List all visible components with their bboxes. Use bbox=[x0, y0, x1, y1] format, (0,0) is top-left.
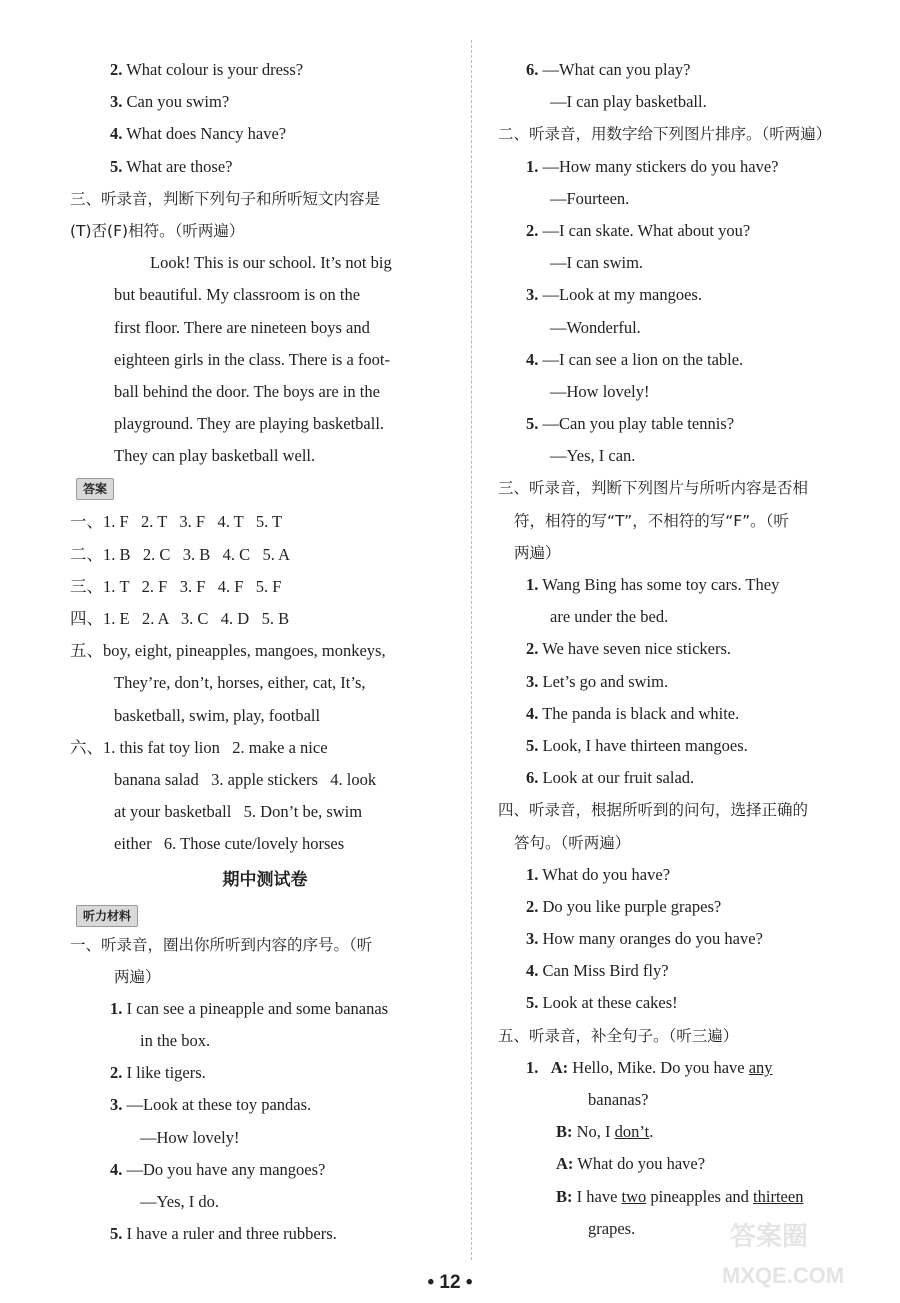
item-text: Let’s go and swim. bbox=[542, 671, 669, 691]
item-number: 4. bbox=[526, 961, 539, 981]
answer-line: 二、1. B 2. C 3. B 4. C 5. A bbox=[70, 544, 291, 564]
dialogue-text: I have bbox=[576, 1186, 622, 1206]
section-heading: 五、听录音，补全句子。（听三遍） bbox=[498, 1026, 739, 1045]
answer-line: 一、1. F 2. T 3. F 4. T 5. T bbox=[70, 512, 283, 532]
list-item bbox=[510, 987, 862, 1019]
filled-blank: two bbox=[621, 1186, 647, 1206]
list-item bbox=[510, 955, 862, 987]
item-text: Can Miss Bird fly? bbox=[542, 961, 669, 981]
answer-line: at your basketball 5. Don’t be, swim bbox=[114, 802, 363, 822]
section-heading: 一、听录音，圈出你所听到内容的序号。（听 bbox=[70, 935, 373, 954]
watermark-line2: MXQE.COM bbox=[722, 1263, 845, 1288]
item-text: —I can swim. bbox=[550, 253, 644, 273]
list-item bbox=[70, 1122, 460, 1154]
item-text: —Look at my mangoes. bbox=[542, 285, 702, 305]
answer-line: basketball, swim, play, football bbox=[114, 705, 321, 725]
item-text: I have a ruler and three rubbers. bbox=[126, 1224, 337, 1244]
section-heading-cont: (T)否(F)相符。（听两遍） bbox=[70, 221, 245, 240]
item-text: I can see a pineapple and some bananas bbox=[126, 998, 389, 1018]
list-item bbox=[70, 1186, 460, 1218]
list-item bbox=[510, 247, 862, 279]
item-number: 1. bbox=[526, 575, 539, 594]
column-divider bbox=[471, 40, 472, 1260]
passage-line: first floor. There are nineteen boys and bbox=[114, 317, 370, 337]
speaker-label: B: bbox=[556, 1186, 573, 1206]
item-number: 6. bbox=[526, 768, 539, 788]
item-number: 2. bbox=[110, 1063, 123, 1083]
page-number: • 12 • bbox=[427, 1272, 473, 1293]
item-text: —Yes, I can. bbox=[550, 446, 636, 466]
listening-material-tag: 听力材料 bbox=[76, 905, 138, 927]
item-text: —Look at these toy pandas. bbox=[126, 1095, 312, 1115]
item-number: 3. bbox=[526, 929, 539, 949]
passage-line: playground. They are playing basketball. bbox=[114, 414, 385, 434]
item-number: 5. bbox=[526, 735, 539, 755]
passage-line: ball behind the door. The boys are in the bbox=[114, 381, 380, 401]
item-text: What do you have? bbox=[542, 864, 671, 884]
filled-blank: any bbox=[748, 1057, 773, 1077]
item-number: 5. bbox=[526, 993, 539, 1013]
dialogue-text: No, I bbox=[576, 1122, 615, 1142]
item-number: 2. bbox=[526, 220, 539, 240]
item-text: —How lovely! bbox=[140, 1127, 240, 1147]
item-number: 3. bbox=[110, 1095, 123, 1115]
section-heading: 三、听录音，判断下列图片与所听内容是否相 bbox=[498, 479, 809, 498]
item-number: 2. bbox=[526, 896, 539, 916]
item-number: 5. bbox=[110, 1224, 123, 1244]
item-text: I like tigers. bbox=[126, 1063, 206, 1083]
item-number: 3. bbox=[526, 285, 539, 305]
site-watermark bbox=[718, 1205, 888, 1295]
item-number: 1. bbox=[526, 1057, 539, 1077]
item-text: —I can skate. What about you? bbox=[542, 220, 751, 240]
item-number: 3. bbox=[110, 92, 123, 112]
item-text: Look at these cakes! bbox=[542, 993, 678, 1013]
list-item bbox=[510, 730, 862, 762]
filled-blank: don’t bbox=[614, 1122, 650, 1142]
speaker-label: A: bbox=[556, 1154, 574, 1174]
dialogue-line bbox=[510, 1116, 862, 1148]
listening-tag-row bbox=[70, 899, 460, 929]
list-item bbox=[510, 440, 862, 472]
list-item bbox=[70, 1057, 460, 1089]
answer-line: 六、1. this fat toy lion 2. make a nice bbox=[70, 737, 328, 757]
dialogue-text: grapes. bbox=[588, 1218, 636, 1238]
dialogue-text: pineapples and bbox=[646, 1186, 754, 1206]
answer-line: either 6. Those cute/lovely horses bbox=[114, 834, 345, 854]
item-text: How many oranges do you have? bbox=[542, 929, 763, 949]
list-item bbox=[510, 215, 862, 247]
list-item bbox=[510, 859, 862, 891]
list-item bbox=[510, 923, 862, 955]
list-item bbox=[70, 118, 460, 150]
passage-line: eighteen girls in the class. There is a foot- bbox=[114, 349, 390, 369]
answer-tag-row bbox=[70, 472, 460, 506]
list-item bbox=[510, 601, 862, 633]
item-text: Look at our fruit salad. bbox=[542, 768, 695, 788]
item-number: 4. bbox=[110, 1159, 123, 1179]
section-heading-cont: 两遍） bbox=[514, 543, 561, 562]
item-text: —Can you play table tennis? bbox=[542, 414, 735, 434]
list-item bbox=[510, 54, 862, 86]
dialogue-line bbox=[510, 1148, 862, 1180]
list-item bbox=[510, 891, 862, 923]
item-number: 3. bbox=[526, 671, 539, 691]
dialogue-line bbox=[510, 1052, 862, 1084]
item-text: in the box. bbox=[140, 1031, 211, 1051]
item-text: —I can see a lion on the table. bbox=[542, 349, 744, 369]
item-text: Wang Bing has some toy cars. They bbox=[542, 575, 780, 594]
item-text: —I can play basketball. bbox=[550, 92, 707, 112]
item-text: —Yes, I do. bbox=[140, 1192, 220, 1211]
item-number: 1. bbox=[110, 998, 123, 1018]
list-item bbox=[510, 279, 862, 311]
item-text: The panda is black and white. bbox=[542, 703, 740, 723]
answer-tag: 答案 bbox=[76, 478, 114, 500]
speaker-label: B: bbox=[556, 1122, 573, 1142]
answer-line: 三、1. T 2. F 3. F 4. F 5. F bbox=[70, 576, 282, 596]
list-item bbox=[510, 569, 862, 601]
passage-line: They can play basketball well. bbox=[114, 446, 316, 466]
list-item bbox=[510, 762, 862, 794]
section-heading: 四、听录音，根据所听到的问句，选择正确的 bbox=[498, 801, 809, 820]
section-heading: 三、听录音，判断下列句子和所听短文内容是 bbox=[70, 189, 381, 208]
list-item bbox=[70, 1089, 460, 1121]
filled-blank: thirteen bbox=[753, 1186, 804, 1206]
right-column bbox=[498, 54, 862, 1245]
item-text: —How lovely! bbox=[550, 381, 650, 401]
section-heading-cont: 符，相符的写“T”，不相符的写“F”。（听 bbox=[514, 511, 789, 530]
item-number: 4. bbox=[526, 703, 539, 723]
item-number: 5. bbox=[526, 414, 539, 434]
item-number: 6. bbox=[526, 60, 539, 79]
passage-line: Look! This is our school. It’s not big bbox=[150, 253, 392, 273]
item-number: 2. bbox=[526, 639, 539, 659]
list-item bbox=[70, 1154, 460, 1186]
left-column bbox=[70, 54, 460, 1250]
dialogue-line bbox=[510, 1084, 862, 1116]
speaker-label: A: bbox=[550, 1057, 569, 1077]
item-number: 1. bbox=[526, 864, 539, 884]
dialogue-text: bananas? bbox=[588, 1090, 649, 1109]
item-text: What colour is your dress? bbox=[126, 60, 304, 79]
section-heading-cont: 答句。（听两遍） bbox=[514, 833, 631, 852]
passage-line: but beautiful. My classroom is on the bbox=[114, 285, 361, 305]
item-text: What does Nancy have? bbox=[126, 124, 287, 144]
list-item bbox=[70, 993, 460, 1025]
item-number: 2. bbox=[110, 60, 123, 79]
item-text: —Wonderful. bbox=[550, 317, 641, 337]
answer-line: banana salad 3. apple stickers 4. look bbox=[114, 769, 377, 789]
item-text: —What can you play? bbox=[542, 60, 691, 79]
item-text: —Fourteen. bbox=[550, 188, 630, 208]
list-item bbox=[510, 344, 862, 376]
item-number: 1. bbox=[526, 156, 539, 176]
section-heading: 二、听录音，用数字给下列图片排序。（听两遍） bbox=[498, 125, 832, 144]
answer-line: 四、1. E 2. A 3. C 4. D 5. B bbox=[70, 609, 290, 628]
list-item bbox=[70, 86, 460, 118]
answer-line: 五、boy, eight, pineapples, mangoes, monkeys, bbox=[70, 641, 386, 661]
list-item bbox=[510, 698, 862, 730]
list-item bbox=[70, 1025, 460, 1057]
item-number: 4. bbox=[526, 349, 539, 369]
list-item bbox=[510, 151, 862, 183]
list-item bbox=[70, 151, 460, 183]
item-text: —How many stickers do you have? bbox=[542, 156, 779, 176]
midterm-title: 期中测试卷 bbox=[222, 869, 308, 890]
list-item bbox=[510, 408, 862, 440]
list-item bbox=[510, 376, 862, 408]
watermark-line1: 答案圈 bbox=[730, 1221, 809, 1251]
list-item bbox=[510, 312, 862, 344]
item-text: Do you like purple grapes? bbox=[542, 896, 722, 916]
dialogue-text: . bbox=[649, 1122, 654, 1142]
dialogue-text: What do you have? bbox=[577, 1154, 706, 1174]
item-text: are under the bed. bbox=[550, 607, 669, 627]
list-item bbox=[510, 86, 862, 118]
section-heading-cont: 两遍） bbox=[114, 967, 161, 986]
list-item bbox=[510, 633, 862, 665]
list-item bbox=[510, 666, 862, 698]
item-text: Can you swim? bbox=[126, 92, 230, 112]
item-text: What are those? bbox=[126, 156, 233, 176]
item-number: 4. bbox=[110, 124, 123, 144]
item-text: We have seven nice stickers. bbox=[542, 639, 732, 659]
list-item bbox=[510, 183, 862, 215]
item-text: —Do you have any mangoes? bbox=[126, 1159, 326, 1179]
answer-line: They’re, don’t, horses, either, cat, It’s, bbox=[114, 673, 366, 693]
item-text: Look, I have thirteen mangoes. bbox=[542, 735, 748, 755]
list-item bbox=[70, 54, 460, 86]
dialogue-text: Hello, Mike. Do you have bbox=[572, 1057, 749, 1077]
item-number: 5. bbox=[110, 156, 123, 176]
list-item bbox=[70, 1218, 460, 1250]
